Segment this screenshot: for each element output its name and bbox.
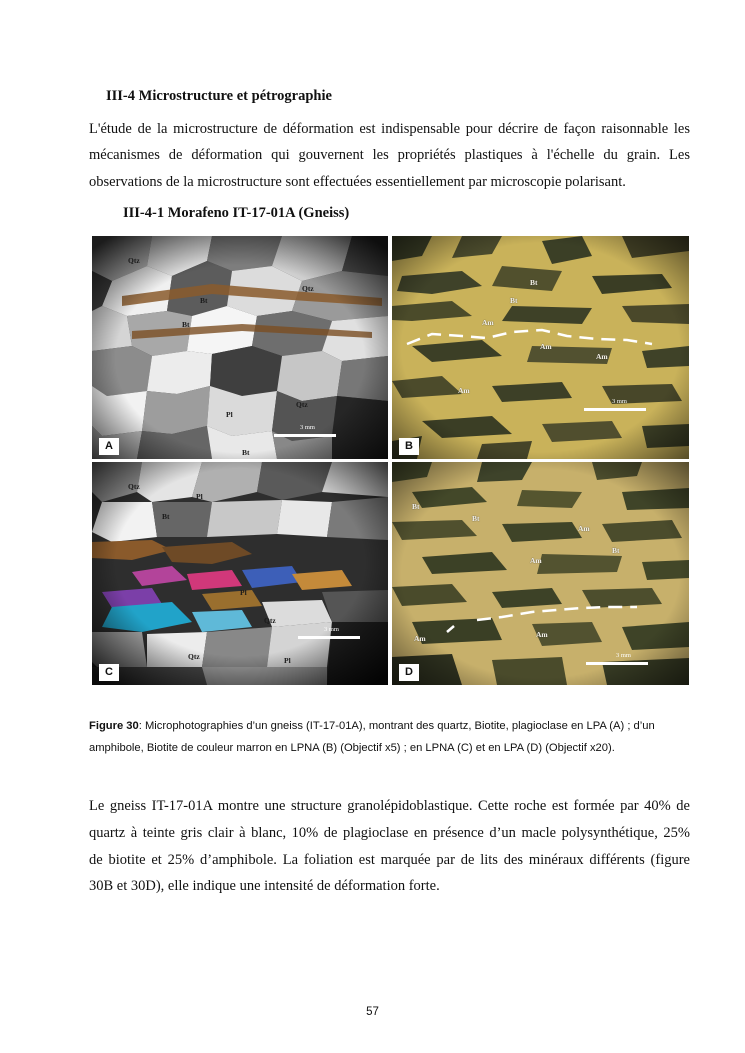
body-line: Le gneiss IT-17-01A montre une structure granolépidoblastique. Cette roche est formée par 40% de xyxy=(89,798,690,814)
mineral-label: Am xyxy=(482,318,494,327)
scale-bar xyxy=(584,408,646,411)
body-line: 30B et 30D), elle indique une intensité de déformation forte. xyxy=(89,878,440,895)
scale-bar xyxy=(586,662,648,665)
micrograph-d-image xyxy=(392,462,689,685)
mineral-label: Bt xyxy=(530,278,538,287)
intro-line: mécanismes de déformation qui gouvernent les propriétés plastiques à l'échelle du grain. Les xyxy=(89,147,690,164)
mineral-label: Bt xyxy=(162,512,170,521)
scale-bar-text: 3 mm xyxy=(616,652,631,659)
mineral-label: Am xyxy=(540,342,552,351)
panel-letter-d: D xyxy=(399,664,419,681)
mineral-label: Bt xyxy=(200,296,208,305)
panel-letter-a: A xyxy=(99,438,119,455)
section-heading: III-4 Microstructure et pétrographie xyxy=(106,88,332,104)
body-line: de biotite et 25% d’amphibole. La foliation est marquée par de lits des minéraux différents (figure xyxy=(89,851,690,868)
body-line: quartz à teinte gris clair à blanc, 10% de plagioclase en présence d’un macle polysynthétique, 25% xyxy=(89,824,690,841)
page-number: 57 xyxy=(366,1006,379,1018)
mineral-label: Bt xyxy=(242,448,250,457)
mineral-label: Bt xyxy=(510,296,518,305)
scale-bar-text: 3 mm xyxy=(612,398,627,405)
mineral-label: Am xyxy=(458,386,470,395)
mineral-label: Bt xyxy=(472,514,480,523)
mineral-label: Qtz xyxy=(264,616,276,625)
caption-text: : Microphotographies d’un gneiss (IT-17-01A), montrant des quartz, Biotite, plagioclase en LPA (A) ; d’un amphibole, Biotite de couleur marron en LPNA (B) (Objectif x5) ; en LPNA (C) et en LPA (D) (Objectif x20). xyxy=(89,720,655,754)
mineral-label: Pl xyxy=(284,656,291,665)
micrograph-panel-c xyxy=(92,462,388,685)
micrograph-c-image xyxy=(92,462,388,685)
mineral-label: Pl xyxy=(226,410,233,419)
figure-label: Figure 30 xyxy=(89,720,139,732)
intro-line: observations de la microstructure sont effectuées essentiellement par microscopie polarisant. xyxy=(89,173,626,190)
panel-letter-c: C xyxy=(99,664,119,681)
figure-caption xyxy=(89,716,692,759)
micrograph-a-image xyxy=(92,236,388,459)
mineral-label: Qtz xyxy=(302,284,314,293)
scale-bar xyxy=(274,434,336,437)
mineral-label: Bt xyxy=(182,320,190,329)
scale-bar xyxy=(298,636,360,639)
mineral-label: Am xyxy=(578,524,590,533)
micrograph-panel-a xyxy=(92,236,388,459)
panel-letter-b: B xyxy=(399,438,419,455)
mineral-label: Am xyxy=(596,352,608,361)
mineral-label: Qtz xyxy=(188,652,200,661)
intro-paragraph xyxy=(89,116,690,195)
mineral-label: Bt xyxy=(412,502,420,511)
mineral-label: Qtz xyxy=(296,400,308,409)
scale-bar-text: 3 mm xyxy=(324,626,339,633)
micrograph-panel-d xyxy=(392,462,689,685)
subsection-heading: III-4-1 Morafeno IT-17-01A (Gneiss) xyxy=(123,205,350,221)
mineral-label: Am xyxy=(536,630,548,639)
micrograph-panel-b xyxy=(392,236,689,459)
mineral-label: Qtz xyxy=(128,482,140,491)
scale-bar-text: 3 mm xyxy=(300,424,315,431)
mineral-label: Pl xyxy=(240,588,247,597)
mineral-label: Am xyxy=(530,556,542,565)
body-paragraph xyxy=(89,793,690,900)
mineral-label: Bt xyxy=(612,546,620,555)
mineral-label: Qtz xyxy=(128,256,140,265)
figure-30 xyxy=(92,236,689,685)
mineral-label: Am xyxy=(414,634,426,643)
intro-line: L'étude de la microstructure de déformation est indispensable pour décrire de façon raisonnable les xyxy=(89,121,690,137)
mineral-label: Pl xyxy=(196,492,203,501)
